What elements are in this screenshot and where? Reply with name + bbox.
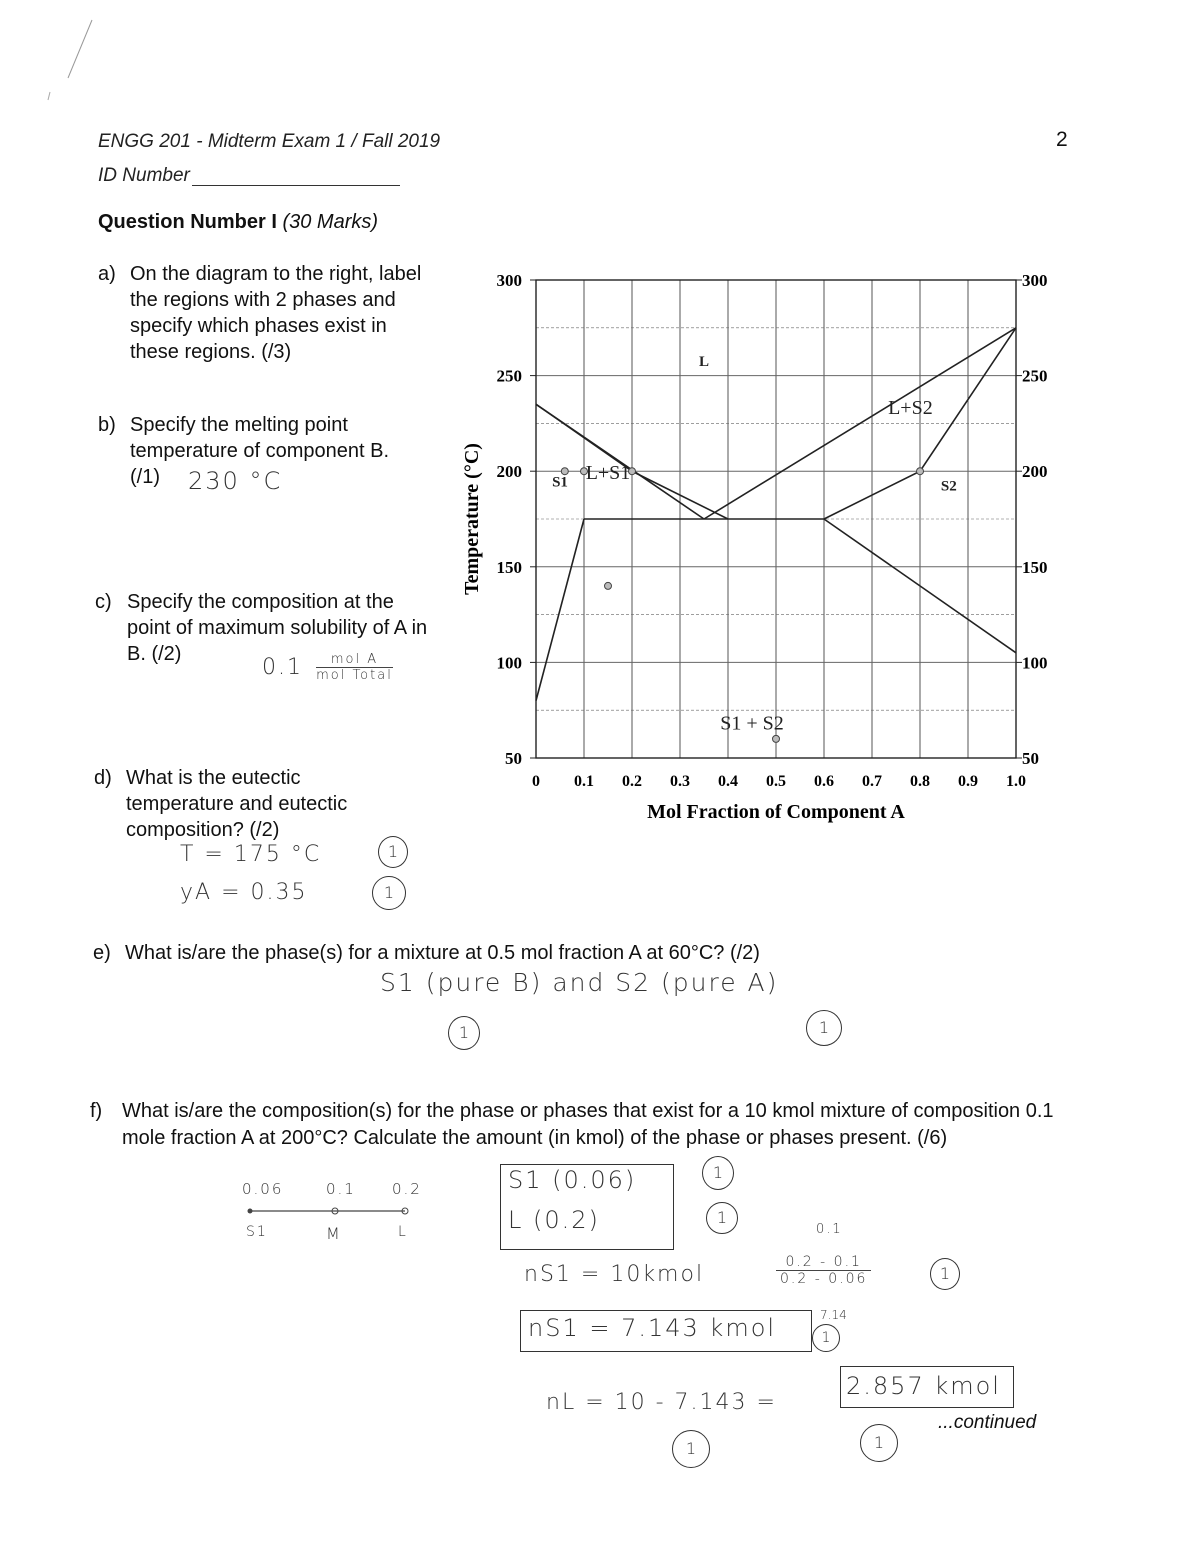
x-tick-label: 0.1 — [574, 773, 594, 790]
tie-label-s1: S1 — [246, 1224, 268, 1240]
x-tick-label: 0.6 — [814, 773, 834, 790]
y-axis-label: Temperature (°C) — [461, 443, 483, 595]
x-tick-label: 1.0 — [1006, 773, 1026, 790]
lever-frac-den: 0.2 - 0.06 — [780, 1271, 868, 1287]
lever-ns1-eq: nS1 = 10kmol — [524, 1262, 705, 1287]
id-number-field[interactable] — [192, 184, 400, 186]
question-title — [98, 211, 378, 234]
mark-circle-f5: 1 — [672, 1430, 710, 1468]
phase-line-liquidus-A — [704, 328, 1016, 519]
text-a: On the diagram to the right, label the regions with 2 phases and specify which phases exist in these regions. (/3) — [130, 263, 422, 363]
y-tick-label-right: 250 — [1022, 366, 1048, 386]
y-tick-label-right: 50 — [1022, 749, 1039, 768]
answer-d-temperature: T = 175 °C — [180, 842, 322, 867]
lever-nl-eq: nL = 10 - 7.143 = — [546, 1390, 777, 1415]
y-tick-label: 300 — [496, 271, 522, 290]
tie-value-m: 0.1 — [326, 1180, 356, 1198]
phase-line-solvus-B — [536, 519, 584, 701]
mark-circle-d2: 1 — [372, 876, 406, 910]
answer-d-composition: yA = 0.35 — [180, 880, 308, 905]
answer-b: 230 °C — [188, 467, 283, 495]
label-d: d) — [94, 767, 112, 789]
y-tick-label-right: 150 — [1022, 557, 1048, 577]
region-label: S2 — [940, 478, 957, 495]
region-label: S1 + S2 — [720, 712, 784, 735]
lever-fraction — [776, 1254, 871, 1287]
mark-circle-f2: 1 — [706, 1202, 738, 1234]
y-tick-label: 50 — [505, 749, 522, 768]
marked-point — [773, 735, 780, 742]
course-header: ENGG 201 - Midterm Exam 1 / Fall 2019 — [98, 131, 441, 152]
y-tick-label: 250 — [496, 366, 522, 386]
x-tick-label: 0.9 — [958, 773, 978, 790]
answer-f-ns1: nS1 = 7.143 kmol — [528, 1314, 777, 1342]
x-axis-label: Mol Fraction of Component A — [647, 801, 905, 823]
y-tick-label: 200 — [496, 462, 522, 482]
id-label-text: ID Number — [98, 165, 190, 186]
note-7-14: 7.14 — [820, 1308, 847, 1322]
answer-f-s1: S1 (0.06) — [508, 1166, 637, 1194]
question-marks: (30 Marks) — [282, 211, 379, 233]
tie-value-l: 0.2 — [392, 1180, 422, 1198]
label-c: c) — [95, 591, 112, 613]
marked-point — [917, 468, 924, 475]
answer-c — [262, 652, 393, 683]
answer-c-value: 0.1 — [262, 655, 303, 680]
text-e: What is/are the phase(s) for a mixture at 0.5 mol fraction A at 60°C? (/2) — [125, 942, 760, 964]
mark-circle-f4: 1 — [812, 1324, 840, 1352]
page-number: 2 — [1056, 128, 1068, 151]
mark-circle-f6: 1 — [860, 1424, 898, 1462]
label-b: b) — [98, 414, 116, 436]
y-tick-label-right: 100 — [1022, 653, 1048, 673]
answer-f-nl: 2.857 kmol — [846, 1372, 1001, 1400]
question-f — [90, 1098, 1070, 1152]
tie-line-sketch — [245, 1204, 415, 1218]
mark-circle-f1: 1 — [702, 1156, 734, 1190]
region-label: L+S2 — [888, 396, 933, 419]
y-tick-label-right: 300 — [1022, 271, 1048, 290]
tie-label-l: L — [398, 1224, 408, 1240]
mark-circle-e1: 1 — [448, 1016, 480, 1050]
mark-circle-e2: 1 — [806, 1010, 842, 1046]
text-c: Specify the composition at the point of maximum solubility of A in B. (/2) — [127, 591, 428, 665]
lever-frac-num: 0.2 - 0.1 — [776, 1254, 871, 1271]
id-number-label — [98, 165, 190, 187]
x-tick-label: 0.2 — [622, 773, 642, 790]
marked-point — [605, 582, 612, 589]
scan-marks — [0, 0, 120, 110]
text-b: Specify the melting point temperature of component B. (/1) — [130, 414, 390, 488]
region-label: S1 — [552, 474, 568, 491]
lever-frac-top: 0.1 — [816, 1222, 843, 1237]
tie-label-m: M — [326, 1224, 342, 1243]
y-tick-label: 100 — [496, 653, 522, 673]
y-tick-label: 150 — [496, 557, 522, 577]
question-d — [94, 765, 394, 843]
mark-circle-d1: 1 — [378, 836, 408, 868]
question-a — [98, 261, 438, 365]
mark-circle-f3: 1 — [930, 1258, 960, 1290]
region-label: L — [698, 354, 710, 371]
continued-note: ...continued — [938, 1412, 1037, 1433]
label-a: a) — [98, 263, 116, 285]
answer-e: S1 (pure B) and S2 (pure A) — [380, 968, 779, 997]
x-tick-label: 0 — [532, 773, 540, 790]
x-tick-label: 0.3 — [670, 773, 690, 790]
label-f: f) — [90, 1100, 103, 1122]
question-title-text: Question Number I — [98, 211, 277, 233]
x-tick-label: 0.5 — [766, 773, 786, 790]
x-tick-label: 0.4 — [718, 773, 738, 790]
tie-value-s1: 0.06 — [242, 1180, 284, 1198]
text-d: What is the eutectic temperature and eutectic composition? (/2) — [126, 767, 348, 841]
phase-diagram-chart — [450, 250, 1070, 840]
answer-c-num: mol A — [316, 652, 393, 668]
x-tick-label: 0.7 — [862, 773, 882, 790]
region-label: L+S1 — [585, 461, 631, 484]
question-e — [93, 940, 993, 966]
label-e: e) — [93, 942, 111, 964]
text-f: What is/are the composition(s) for the phase or phases that exist for a 10 kmol mixture of composition 0.1 mole fraction A at 200°C? Calculate the amount (in kmol) of the phase or phases present. (/6) — [122, 1100, 1054, 1149]
answer-c-den: mol Total — [316, 668, 393, 683]
x-tick-label: 0.8 — [910, 773, 930, 790]
y-tick-label-right: 200 — [1022, 462, 1048, 482]
answer-f-l: L (0.2) — [508, 1206, 600, 1234]
